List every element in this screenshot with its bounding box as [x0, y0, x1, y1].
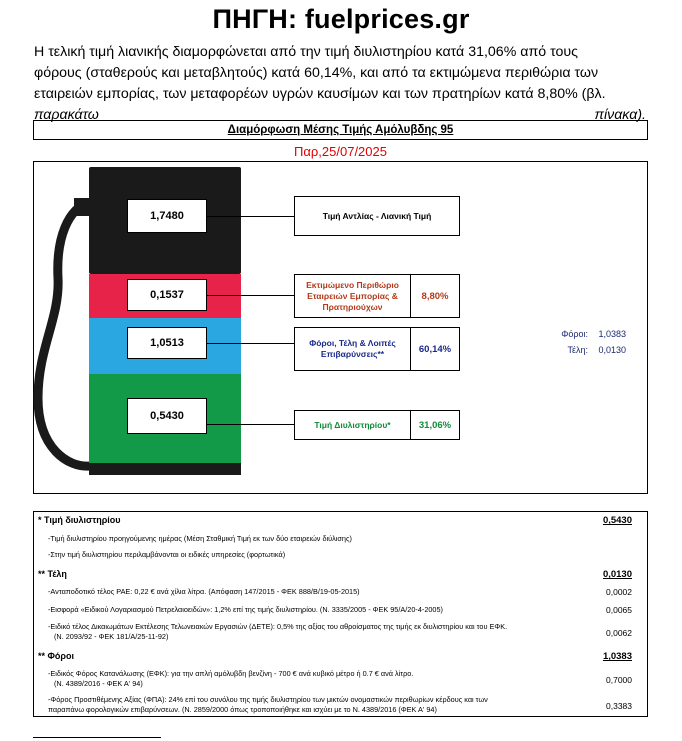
row-text: -Ανταποδοτικό τέλος ΡΑΕ: 0,22 € ανά χίλια λίτρα. (Απόφαση 147/2015 - ΦΕΚ 888/Β/19-05-2015) [48, 587, 360, 596]
intro-line: φόρους (σταθερούς και μεταβλητούς) κατά 60,14%, και από τα εκτιμώμενα περιθώρια των [34, 65, 599, 81]
section-value: 0,5430 [602, 515, 632, 526]
intro-line: εταιρειών εμπορίας, των μεταφορέων υγρών καυσίμων και των πρατηρίων κατά 8,80% (βλ. [34, 86, 606, 102]
row-text: παραπάνω φορολογικών επιβαρύνσεων. (Ν. 2859/2000 όπως τροποποιήθηκε και ισχύει με το Ν. 4389/2016 (ΦΕΚ Α' 94) [48, 705, 437, 714]
intro-line: Η τελική τιμή λιανικής διαμορφώνεται από την τιμή διυλιστηρίου κατά 31,06% από τους [34, 44, 578, 60]
taxes-value: 1,0513 [127, 327, 207, 359]
note-text: -Τιμή διυλιστηρίου προηγούμενης ημέρας (Μέση Σταθμική Τιμή εκ των δύο εταιρειών διύλισης) [48, 534, 352, 543]
margin-percent: 8,80% [410, 274, 460, 318]
side-fees-value: 0,0130 [598, 345, 626, 355]
taxes-percent: 60,14% [410, 327, 460, 371]
footnote-rule [33, 737, 161, 738]
pump-base [89, 463, 241, 475]
row-value: 0,0002 [606, 587, 632, 597]
chart-date: Παρ,25/07/2025 [294, 144, 387, 159]
row-text: (Ν. 4389/2016 - ΦΕΚ Α' 94) [54, 679, 143, 688]
connector-line [207, 216, 294, 217]
side-fees-label: Τέλη: [567, 345, 588, 355]
row-value: 0,3383 [606, 701, 632, 711]
source-heading: ΠΗΓΗ: fuelprices.gr [212, 4, 470, 34]
note-text: -Στην τιμή διυλιστηρίου περιλαμβάνονται οι ειδικές υπηρεσίες (φορτωτικά) [48, 550, 286, 559]
margin-label: Εκτιμώμενο Περιθώριο Εταιρειών Εμπορίας & Πρατηριούχων [294, 274, 411, 318]
section-title: * Τιμή διυλιστηρίου [38, 515, 121, 525]
row-value: 0,0062 [606, 628, 632, 638]
row-value: 0,7000 [606, 675, 632, 685]
chart-title: Διαμόρφωση Μέσης Τιμής Αμόλυβδης 95 [33, 120, 648, 140]
connector-line [207, 295, 294, 296]
row-text: (Ν. 2093/92 - ΦΕΚ 181/Α/25-11-92) [54, 632, 169, 641]
row-text: -Ειδικός Φόρος Κατανάλωσης (ΕΦΚ): για την απλή αμόλυβδη βενζίνη - 700 € ανά κυβικό μέτρο ή 0.7 € ανά λίτρο. [48, 669, 414, 678]
retail-price-value: 1,7480 [127, 199, 207, 233]
intro-last-left: παρακάτω [34, 107, 99, 123]
side-taxes-value: 1,0383 [598, 329, 626, 339]
section-title: ** Τέλη [38, 569, 67, 579]
breakdown-table [33, 511, 648, 717]
taxes-label: Φόροι, Τέλη & Λοιπές Επιβαρύνσεις** [294, 327, 411, 371]
row-text: -Ειδικό τέλος Δικαιωμάτων Εκτέλεσης Τελωνειακών Εργασιών (ΔΕΤΕ): 0,5% της αξίας του αθροίσματος της τιμής εκ διυλιστηρίου και του ΕΦΚ. [48, 622, 508, 631]
row-text: -Εισφορά «Ειδικού Λογαριασμού Πετρελαιοειδών»: 1,2% επί της τιμής διυλιστηρίου. (Ν. 3335/2005 - ΦΕΚ 95/Α/20-4-2005) [48, 605, 443, 614]
section-value: 1,0383 [602, 651, 632, 662]
margin-value: 0,1537 [127, 279, 207, 311]
section-value: 0,0130 [602, 569, 632, 580]
intro-paragraph [34, 42, 646, 126]
refinery-label: Τιμή Διυλιστηρίου* [294, 410, 411, 440]
connector-line [207, 343, 294, 344]
side-taxes-label: Φόροι: [561, 329, 588, 339]
refinery-value: 0,5430 [127, 398, 207, 434]
refinery-percent: 31,06% [410, 410, 460, 440]
connector-line [207, 424, 294, 425]
retail-label: Τιμή Αντλίας - Λιανική Τιμή [294, 196, 460, 236]
intro-last-right: πίνακα). [594, 107, 646, 123]
section-title: ** Φόροι [38, 651, 74, 661]
row-value: 0,0065 [606, 605, 632, 615]
row-text: -Φόρος Προστιθέμενης Αξίας (ΦΠΑ): 24% επί του συνόλου της τιμής διυλιστηρίου των μικτών ονομαστικών περιθωρίων κέρδους και των [48, 695, 488, 704]
